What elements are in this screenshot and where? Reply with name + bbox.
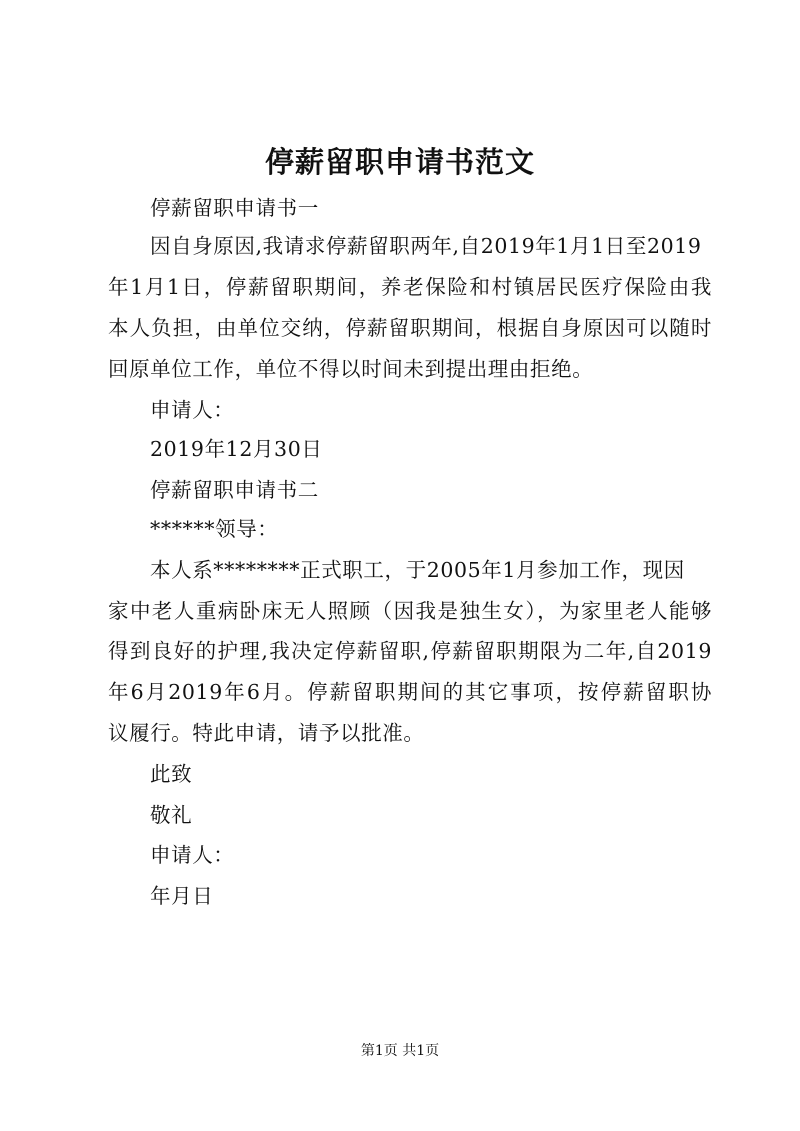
paragraph-1-line-3: 本人负担，由单位交纳，停薪留职期间，根据自身原因可以随时 (108, 316, 712, 340)
paragraph-2-line-5: 议履行。特此申请，请予以批准。 (108, 721, 425, 745)
date-1: 2019年12月30日 (150, 437, 323, 461)
applicant-label-1: 申请人： (150, 398, 235, 422)
paragraph-1-line-4: 回原单位工作，单位不得以时间未到提出理由拒绝。 (108, 357, 594, 381)
paragraph-2-line-3: 得到良好的护理,我决定停薪留职,停薪留职期限为二年,自2019 (108, 639, 712, 663)
paragraph-2-line-2: 家中老人重病卧床无人照顾（因我是独生女），为家里老人能够 (108, 599, 712, 623)
paragraph-2-line-4: 年6月2019年6月。停薪留职期间的其它事项，按停薪留职协 (108, 680, 712, 704)
salutation: ******领导： (150, 517, 279, 541)
document-title: 停薪留职申请书范文 (264, 145, 535, 179)
section-heading-1: 停薪留职申请书一 (150, 196, 319, 220)
paragraph-2-line-1: 本人系********正式职工，于2005年1月参加工作，现因 (150, 558, 685, 582)
paragraph-1-line-2: 年1月1日，停薪留职期间，养老保险和村镇居民医疗保险由我 (108, 275, 712, 299)
closing-1: 此致 (150, 762, 193, 786)
section-heading-2: 停薪留职申请书二 (150, 478, 319, 502)
closing-2: 敬礼 (150, 803, 193, 827)
paragraph-1-line-1: 因自身原因,我请求停薪留职两年,自2019年1月1日至2019 (150, 234, 702, 258)
date-2: 年月日 (150, 884, 214, 908)
applicant-label-2: 申请人： (150, 843, 235, 867)
page-footer: 第1页 共1页 (360, 1043, 440, 1059)
